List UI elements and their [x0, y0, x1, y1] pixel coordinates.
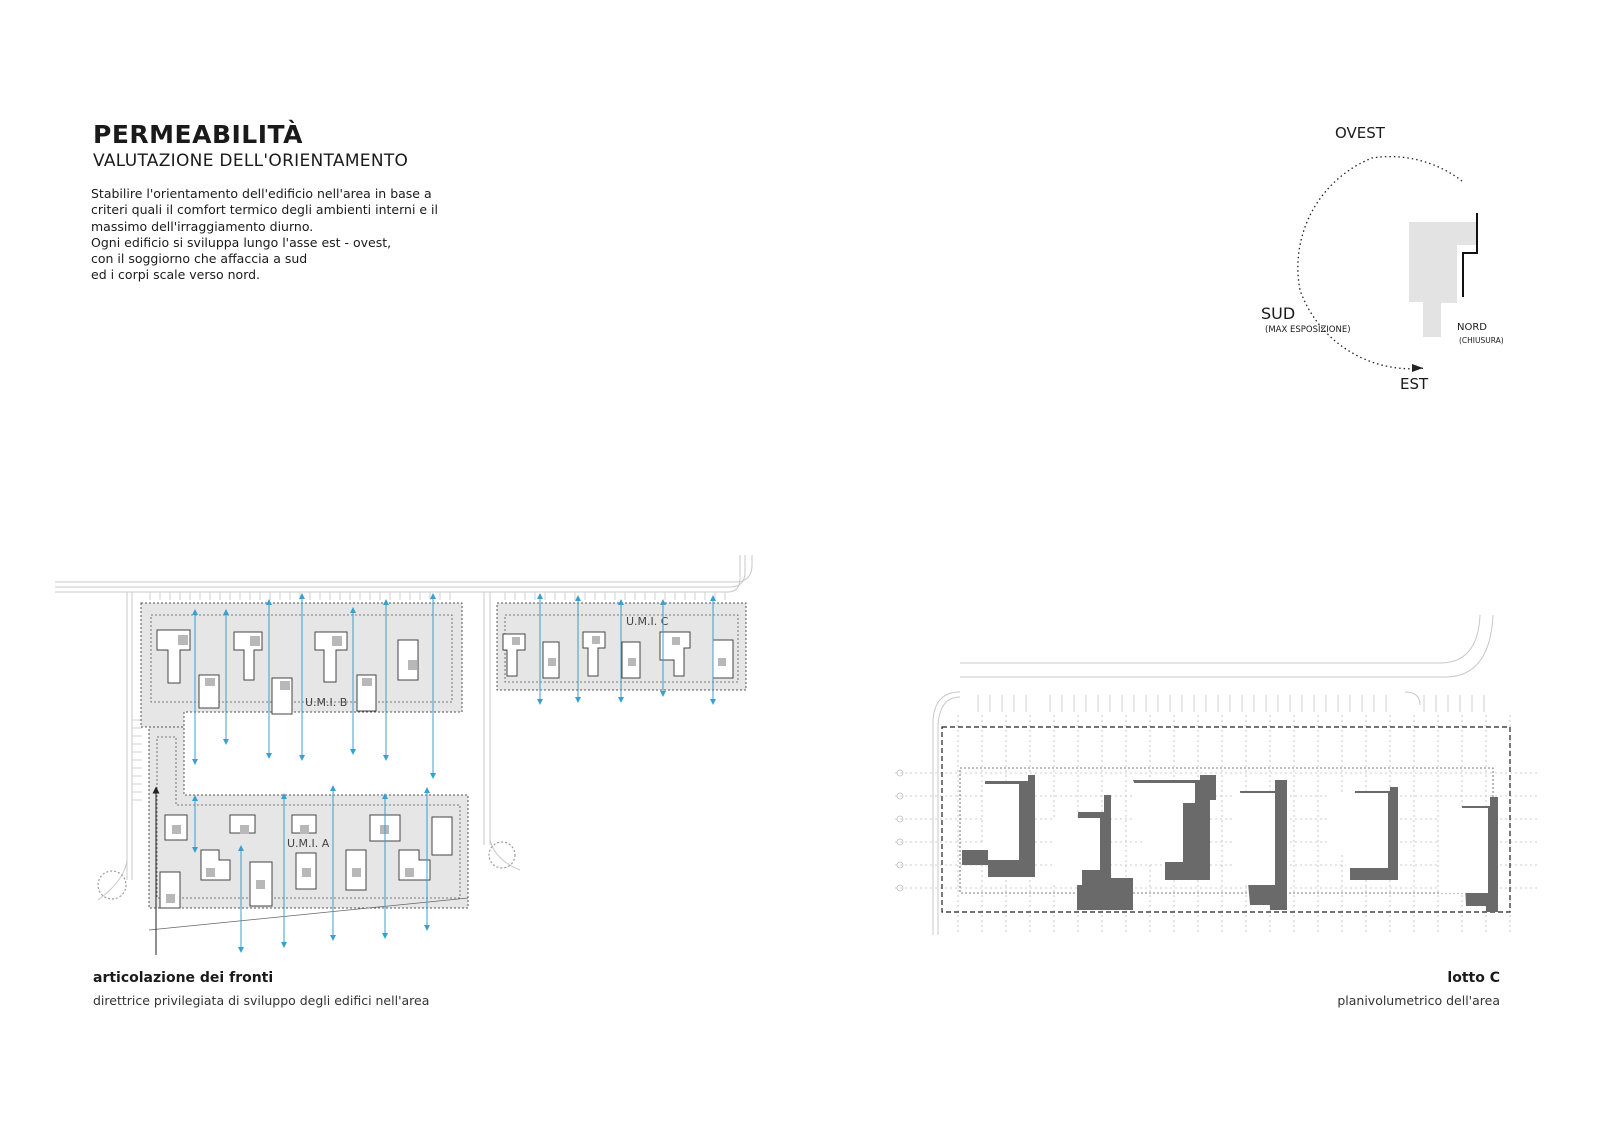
umi-c-label: U.M.I. C [626, 615, 669, 628]
description-line: massimo dell'irraggiamento diurno. [91, 218, 314, 234]
description-line: criteri quali il comfort termico degli ambienti interni e il [91, 202, 438, 218]
right-plan-caption-title: lotto C [1447, 970, 1500, 986]
parking-stalls [978, 695, 1484, 712]
left-plan-caption-title: articolazione dei fronti [93, 970, 274, 986]
compass-south-note: (MAX ESPOSIZIONE) [1265, 325, 1351, 335]
compass-south-label: SUD [1261, 304, 1296, 323]
umi-b-label: U.M.I. B [305, 696, 348, 709]
left-site-plan [55, 555, 752, 955]
compass-north-label: NORD [1457, 322, 1487, 333]
sun-path-arrow-icon [1412, 364, 1423, 372]
orientation-diagram [1298, 157, 1477, 372]
description-line: con il soggiorno che affaccia a sud [91, 251, 308, 267]
building-footprint [1409, 222, 1476, 337]
compass-east-label: EST [1400, 375, 1429, 393]
compass-north-note: (CHIUSURA) [1459, 336, 1504, 345]
roundabout-right [489, 842, 515, 868]
grid-markers [897, 770, 903, 891]
umi-a-label: U.M.I. A [287, 837, 330, 850]
description-line: Ogni edificio si sviluppa lungo l'asse est - ovest, [91, 234, 392, 250]
page-subtitle: VALUTAZIONE DELL'ORIENTAMENTO [93, 151, 409, 171]
compass-west-label: OVEST [1335, 124, 1385, 142]
roundabout-left [98, 871, 126, 899]
lot-c-inner-boundary [960, 768, 1493, 893]
right-site-plan [895, 615, 1540, 935]
right-plan-caption-subtitle: planivolumetrico dell'area [1337, 993, 1500, 1008]
description-line: ed i corpi scale verso nord. [91, 267, 261, 283]
buildings-lotto-c [962, 775, 1498, 912]
page-title: PERMEABILITÀ [93, 120, 304, 149]
left-plan-caption-subtitle: direttrice privilegiata di sviluppo degli edifici nell'area [93, 993, 430, 1008]
description-line: Stabilire l'orientamento dell'edificio nell'area in base a [91, 186, 432, 201]
